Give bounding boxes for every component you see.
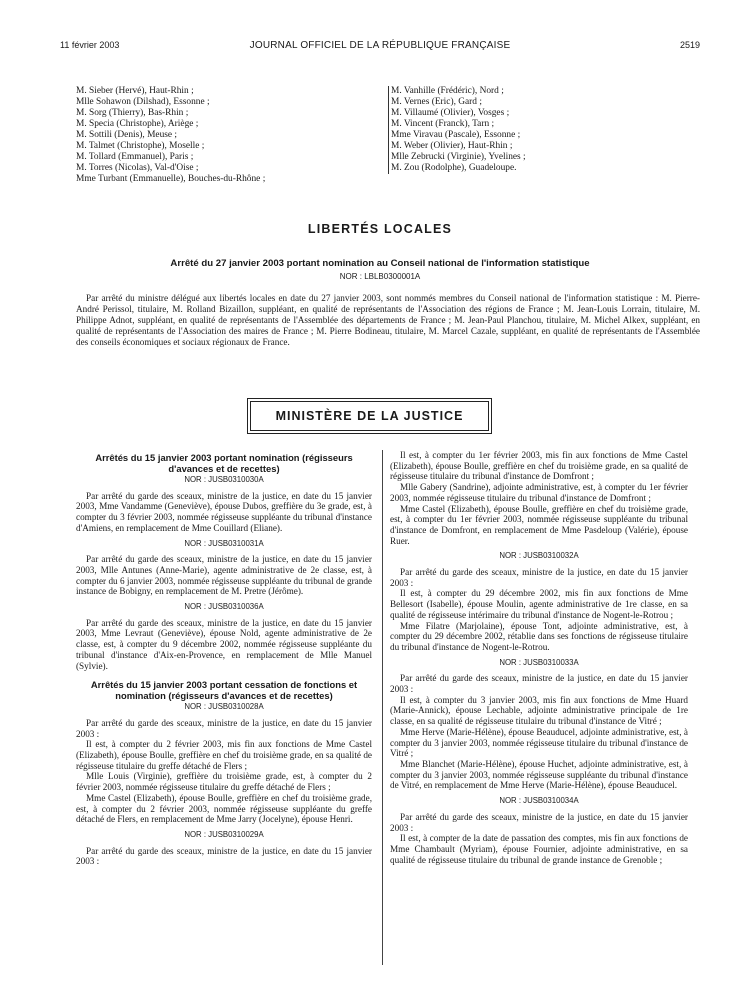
list-item: M. Talmet (Christophe), Moselle ; <box>76 141 205 151</box>
paragraph: Mme Herve (Marie-Hélène), épouse Beauducel, adjointe administrative, est, à compter du 3 janvier 2003, nommée régisseuse titulaire du tribunal d'instance de Vitré ; <box>390 726 688 759</box>
paragraph: Par arrêté du garde des sceaux, ministre de la justice, en date du 15 janvier 2003, Mme Vandamme (Geneviève), épouse Dubos, greffière du 3e grade, est, à compter du 3 février 2003, nommée régisseuse suppléante du tribunal d'instance d'Amiens, en remplacement de Mme Couillard (Eliane). <box>76 490 372 533</box>
section-heading-ministere-justice: MINISTÈRE DE LA JUSTICE <box>250 401 489 431</box>
paragraph: Mme Filatre (Marjolaine), épouse Tont, adjointe administrative, est, à compter du 29 décembre 2002, rétablie dans ses fonctions de régisseuse titulaire du tribunal d'instance de Nogent-le-Rotrou. <box>390 620 688 652</box>
list-item: M. Sorg (Thierry), Bas-Rhin ; <box>76 108 189 118</box>
paragraph: Mme Blanchet (Marie-Hélène), épouse Huchet, adjointe administrative, est, à compter du 3 janvier 2003, nommée régisseuse suppléante du tribunal d'instance de Vitré, en remplacement de Mme Herve (Marie-Hélène), épouse Beauducel. <box>390 758 688 791</box>
arrete-paragraph: Par arrêté du ministre délégué aux libertés locales en date du 27 janvier 2003, sont nommés membres du Conseil national de l'information statistique : M. Pierre-André Perissol, titulaire, M. Rolland Bizaillon, suppléant, en qualité de représentants de l'Association des régions de France ; M. Jean-Louis Lorrain, titulaire, M. Philippe Adnot, suppléant, en qualité de représentants de l'Assemblée des départements de France ; M. Jean-Paul Planchou, titulaire, M. Michel Alkex, suppléant, en qualité de représentants de l'Association des maires de France ; M. Pierre Bodineau, titulaire, M. Marcel Cazale, suppléant, en qualité de représentants de l'Assemblée des conseils économiques et sociaux régionaux de France. <box>76 293 700 348</box>
nor-reference: NOR : JUSB0310036A <box>184 602 264 612</box>
nor-reference: NOR : JUSB0310034A <box>499 796 579 806</box>
arrete-title: Arrêtés du 15 janvier 2003 portant nomination (régisseurs d'avances et de recettes) <box>95 452 353 474</box>
paragraph: Il est, à compter de la date de passation des comptes, mis fin aux fonctions de Mme Chambault (Myriam), épouse Fournier, adjointe administrative, en sa qualité de régisseuse titulaire du tribunal de grande instance de Grenoble ; <box>390 833 688 865</box>
names-list-left <box>76 86 366 185</box>
journal-title: JOURNAL OFFICIEL DE LA RÉPUBLIQUE FRANÇAISE <box>249 40 511 51</box>
issue-date: 11 février 2003 <box>60 40 120 50</box>
list-item: M. Torres (Nicolas), Val-d'Oise ; <box>76 163 199 173</box>
list-item: M. Weber (Olivier), Haut-Rhin ; <box>391 141 513 151</box>
list-item: M. Vincent (Franck), Tarn ; <box>391 119 495 129</box>
paragraph: Par arrêté du garde des sceaux, ministre de la justice, en date du 15 janvier 2003 : <box>390 811 688 833</box>
arrete-title: Arrêté du 27 janvier 2003 portant nomination au Conseil national de l'information statistique <box>170 258 590 269</box>
names-list-right <box>388 86 691 174</box>
page-header <box>60 40 700 56</box>
paragraph: Mme Castel (Elizabeth), épouse Boulle, greffière en chef du troisième grade, est, à compter du 2 février 2003, nommée régisseuse suppléante du greffe détaché de Flers, en remplacement de Mme Jarry (Jocelyne), épouse Henri. <box>76 792 372 825</box>
list-item: M. Vernes (Eric), Gard ; <box>391 97 482 107</box>
list-item: M. Sieber (Hervé), Haut-Rhin ; <box>76 86 194 96</box>
paragraph: Par arrêté du garde des sceaux, ministre de la justice, en date du 15 janvier 2003, Mme Levraut (Geneviève), épouse Nold, agente administrative de 2e classe, est, à compter du 9 décembre 2002, nommée régisseuse suppléante du tribunal d'instance d'Aix-en-Provence, en remplacement de Mlle Manuel (Sylvie). <box>76 617 372 671</box>
nor-reference: NOR : JUSB0310029A <box>184 829 264 839</box>
list-item: M. Tollard (Emmanuel), Paris ; <box>76 152 194 162</box>
column-left <box>76 450 372 867</box>
paragraph: Par arrêté du garde des sceaux, ministre de la justice, en date du 15 janvier 2003, Mlle Antunes (Anne-Marie), agente administrative de 2e classe, est, à compter du 6 janvier 2003, nommée régisseuse suppléante du tribunal de grande instance de Bobigny, en remplacement de M. Pretre (Jérôme). <box>76 554 372 597</box>
list-item: Mme Viravau (Pascale), Essonne ; <box>391 130 521 140</box>
list-item: M. Specia (Christophe), Ariège ; <box>76 119 199 129</box>
paragraph: Il est, à compter du 2 février 2003, mis fin aux fonctions de Mme Castel (Elizabeth), épouse Boulle, greffière en chef du troisième grade, en sa qualité de régisseuse titulaire du greffe détaché de Flers ; <box>76 739 372 771</box>
paragraph: Par arrêté du garde des sceaux, ministre de la justice, en date du 15 janvier 2003 : <box>390 567 688 588</box>
section-box-justice <box>247 398 492 434</box>
list-item: M. Sottili (Denis), Meuse ; <box>76 130 178 140</box>
page-number: 2519 <box>679 40 700 50</box>
paragraph: Par arrêté du garde des sceaux, ministre de la justice, en date du 15 janvier 2003 : <box>76 845 372 867</box>
nor-reference: NOR : JUSB0310031A <box>184 538 264 548</box>
paragraph: Il est, à compter du 3 janvier 2003, mis fin aux fonctions de Mme Huard (Marie-Annick), épouse Lechable, adjointe administrative principale de 1re classe, en sa qualité de régisseuse titulaire du tribunal d'instance de Vitré ; <box>390 694 688 727</box>
nor-reference: NOR : JUSB0310030A <box>184 475 264 484</box>
list-item: Mlle Sohawon (Dilshad), Essonne ; <box>76 97 210 107</box>
section-heading-libertes-locales: LIBERTÉS LOCALES <box>307 222 453 236</box>
list-item: M. Villaumé (Olivier), Vosges ; <box>391 108 510 118</box>
paragraph: Mlle Gabery (Sandrine), adjointe administrative, est, à compter du 1er février 2003, nommée régisseuse titulaire du tribunal d'instance de Domfront ; <box>390 482 688 503</box>
nor-reference: NOR : LBLB0300001A <box>339 272 421 281</box>
list-item: M. Vanhille (Frédéric), Nord ; <box>391 86 504 96</box>
nor-reference: NOR : JUSB0310033A <box>499 657 579 667</box>
nor-reference: NOR : JUSB0310028A <box>184 702 264 712</box>
paragraph: Mlle Louis (Virginie), greffière du troisième grade, est, à compter du 2 février 2003, nommée régisseuse titulaire du greffe détaché de Flers ; <box>76 771 372 793</box>
paragraph: Il est, à compter du 29 décembre 2002, mis fin aux fonctions de Mme Bellesort (Isabelle), épouse Moulin, agente administrative de 1re classe, en sa qualité de régisseuse intérimaire du tribunal d'instance de Nogent-le-Rotrou ; <box>390 588 688 620</box>
paragraph: Il est, à compter du 1er février 2003, mis fin aux fonctions de Mme Castel (Elizabeth), épouse Boulle, greffière en chef du troisième grade, en sa qualité de régisseuse titulaire du tribunal d'instance de Domfront ; <box>390 450 688 482</box>
list-item: Mme Turbant (Emmanuelle), Bouches-du-Rhône ; <box>76 174 266 184</box>
paragraph: Par arrêté du garde des sceaux, ministre de la justice, en date du 15 janvier 2003 : <box>390 673 688 695</box>
arrete-title: Arrêtés du 15 janvier 2003 portant cessation de fonctions et nomination (régisseurs d'avances et de recettes) <box>90 679 358 702</box>
paragraph: Mme Castel (Elizabeth), épouse Boulle, greffière en chef du troisième grade, est, à compter du 1er février 2003, nommée régisseuse suppléante du tribunal d'instance de Domfront, en remplacement de Mme Pasdeloup (Valérie), épouse Ruer. <box>390 503 688 546</box>
nor-reference: NOR : JUSB0310032A <box>499 551 579 561</box>
list-item: Mlle Zebrucki (Virginie), Yvelines ; <box>391 152 526 162</box>
paragraph: Par arrêté du garde des sceaux, ministre de la justice, en date du 15 janvier 2003 : <box>76 717 372 739</box>
list-item: M. Zou (Rodolphe), Guadeloupe. <box>391 163 517 173</box>
column-right <box>390 450 688 865</box>
